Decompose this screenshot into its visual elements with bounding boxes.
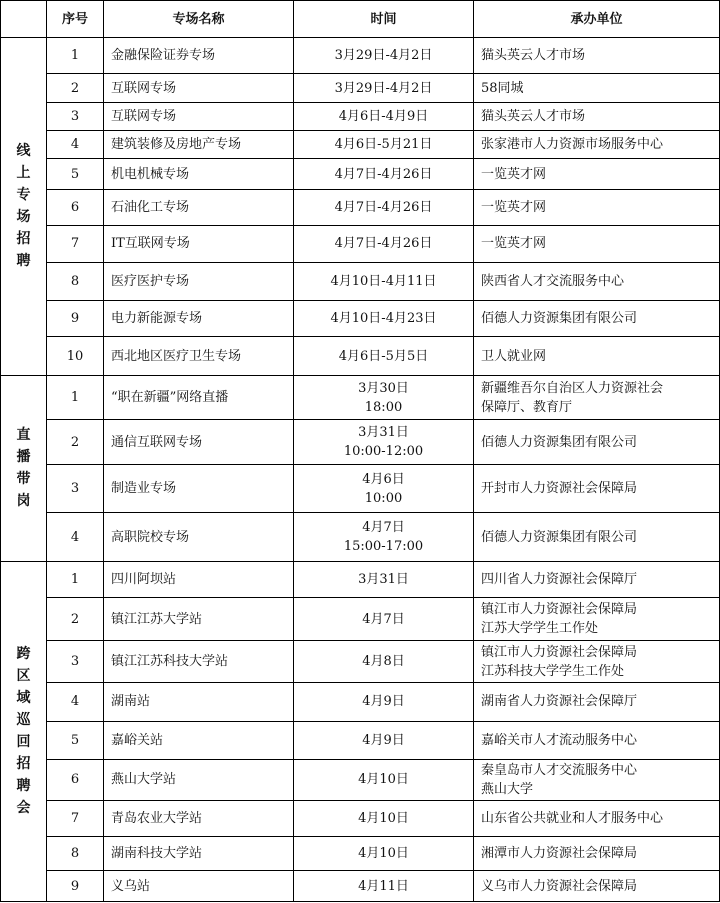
organizer (474, 337, 720, 375)
session-name: 镇江江苏科技大学站 (104, 640, 294, 682)
time-line: 4月8日 (362, 654, 405, 669)
session-name: 制造业专场 (104, 464, 294, 513)
session-name: 金融保险证券专场 (104, 38, 294, 74)
organizer-line: 一览英才网 (481, 199, 547, 215)
session-time (294, 102, 474, 130)
organizer-line: 一览英才网 (481, 166, 547, 182)
time-line: 3月30日 (358, 380, 409, 396)
row-number: 7 (47, 226, 104, 262)
table-row (1, 721, 720, 759)
section-title: 直播带岗 (16, 427, 31, 510)
session-time (294, 513, 474, 562)
time-line: 18:00 (364, 399, 403, 415)
row-number: 2 (47, 598, 104, 640)
table-row (1, 513, 720, 562)
time-line: 4月7日 (362, 520, 405, 536)
organizer-line: 山东省公共就业和人才服务中心 (481, 810, 664, 826)
organizer (474, 131, 720, 159)
organizer (474, 721, 720, 759)
session-name: 湖南站 (104, 683, 294, 721)
row-number: 8 (47, 262, 104, 300)
time-line: 4月10日 (358, 810, 409, 826)
time-line: 4月9日 (362, 732, 405, 748)
time-line: 10:00-12:00 (343, 444, 424, 460)
session-name: 西北地区医疗卫生专场 (104, 337, 294, 375)
organizer (474, 640, 720, 682)
table-row (1, 74, 720, 102)
organizer-line: 佰德人力资源集团有限公司 (481, 434, 638, 450)
section-title: 线上专场招聘 (16, 143, 31, 270)
session-time (294, 464, 474, 513)
time-line: 4月6日 (362, 471, 405, 487)
row-number: 1 (47, 38, 104, 74)
organizer-line: 秦皇岛市人才交流服务中心 (481, 762, 638, 778)
table-row (1, 337, 720, 375)
organizer-line: 湖南省人力资源社会保障厅 (481, 694, 638, 710)
time-line: 4月10日 (358, 772, 409, 788)
time-line: 3月31日 (358, 425, 409, 441)
table-row (1, 131, 720, 159)
organizer-line: 新疆维吾尔自治区人力资源社会 (481, 380, 664, 396)
row-number: 3 (47, 102, 104, 130)
row-number: 4 (47, 683, 104, 721)
session-name: 四川阿坝站 (104, 561, 294, 597)
row-number: 1 (47, 561, 104, 597)
table-row (1, 420, 720, 465)
organizer-line: 镇江市人力资源社会保障局 (481, 602, 638, 618)
table-row (1, 640, 720, 682)
table-row (1, 836, 720, 870)
table-row (1, 683, 720, 721)
session-time (294, 640, 474, 682)
organizer-line: 湘潭市人力资源社会保障局 (481, 846, 638, 862)
session-name: 燕山大学站 (104, 760, 294, 800)
organizer-line: 张家港市人力资源市场服务中心 (481, 137, 664, 153)
session-time (294, 683, 474, 721)
session-name: “职在新疆”网络直播 (104, 375, 294, 420)
session-time (294, 74, 474, 102)
organizer-line: 义乌市人力资源社会保障局 (481, 878, 638, 894)
table-row (1, 375, 720, 420)
organizer (474, 683, 720, 721)
session-time (294, 871, 474, 902)
row-number: 3 (47, 464, 104, 513)
table-row (1, 561, 720, 597)
session-time (294, 226, 474, 262)
organizer-line: 陕西省人才交流服务中心 (481, 273, 625, 289)
time-line: 4月11日 (358, 878, 409, 894)
row-number: 4 (47, 513, 104, 562)
organizer-line: 猫头英云人才市场 (481, 108, 586, 124)
organizer (474, 38, 720, 74)
table-row (1, 226, 720, 262)
table-body (1, 38, 720, 902)
time-line: 3月31日 (358, 572, 409, 588)
session-time (294, 38, 474, 74)
organizer (474, 871, 720, 902)
session-time (294, 836, 474, 870)
organizer-line: 佰德人力资源集团有限公司 (481, 311, 638, 327)
organizer-line: 一览英才网 (481, 236, 547, 252)
section-category (1, 561, 47, 901)
organizer (474, 800, 720, 836)
organizer (474, 159, 720, 189)
session-name: 医疗医护专场 (104, 262, 294, 300)
time-line: 4月6日-4月9日 (338, 108, 429, 124)
session-name: 义乌站 (104, 871, 294, 902)
row-number: 2 (47, 74, 104, 102)
session-name: 湖南科技大学站 (104, 836, 294, 870)
organizer (474, 420, 720, 465)
organizer (474, 375, 720, 420)
time-line: 4月9日 (362, 694, 405, 710)
session-time (294, 375, 474, 420)
session-time (294, 721, 474, 759)
organizer-line: 猫头英云人才市场 (481, 48, 586, 64)
table-row (1, 189, 720, 225)
organizer (474, 464, 720, 513)
session-time (294, 189, 474, 225)
time-line: 4月7日-4月26日 (334, 199, 433, 215)
time-line: 4月7日-4月26日 (334, 166, 433, 182)
row-number: 2 (47, 420, 104, 465)
organizer-line: 卫人就业网 (481, 348, 547, 364)
section-category (1, 38, 47, 376)
row-number: 5 (47, 721, 104, 759)
header-no: 序号 (47, 1, 104, 38)
section-category (1, 375, 47, 561)
header-org: 承办单位 (474, 1, 720, 38)
organizer (474, 561, 720, 597)
session-name: 电力新能源专场 (104, 300, 294, 336)
time-line: 4月10日-4月11日 (330, 273, 437, 289)
session-time (294, 300, 474, 336)
row-number: 6 (47, 189, 104, 225)
table-row (1, 800, 720, 836)
row-number: 4 (47, 131, 104, 159)
time-line: 4月7日-4月26日 (334, 236, 433, 252)
organizer-line: 佰德人力资源集团有限公司 (481, 529, 638, 545)
organizer-line: 四川省人力资源社会保障厅 (481, 572, 638, 588)
session-name: 建筑装修及房地产专场 (104, 131, 294, 159)
row-number: 6 (47, 760, 104, 800)
session-time (294, 598, 474, 640)
header-category (1, 1, 47, 38)
session-name: 通信互联网专场 (104, 420, 294, 465)
organizer (474, 189, 720, 225)
table-row (1, 871, 720, 902)
row-number: 9 (47, 300, 104, 336)
organizer-line: 58同城 (481, 80, 524, 96)
session-time (294, 800, 474, 836)
organizer-line: 燕山大学 (481, 781, 534, 797)
session-time (294, 420, 474, 465)
row-number: 7 (47, 800, 104, 836)
session-time (294, 337, 474, 375)
time-line: 4月6日-5月21日 (334, 137, 433, 153)
header-name: 专场名称 (104, 1, 294, 38)
time-line: 10:00 (364, 490, 403, 506)
session-name: 互联网专场 (104, 74, 294, 102)
time-line: 4月7日 (362, 611, 405, 627)
time-line: 4月6日-5月5日 (338, 348, 429, 364)
time-line: 15:00-17:00 (343, 539, 424, 555)
organizer (474, 836, 720, 870)
session-name: 互联网专场 (104, 102, 294, 130)
time-line: 3月29日-4月2日 (334, 48, 433, 64)
session-name: 石油化工专场 (104, 189, 294, 225)
session-time (294, 159, 474, 189)
organizer-line: 江苏大学学生工作处 (481, 621, 599, 637)
session-time (294, 760, 474, 800)
table-row (1, 598, 720, 640)
organizer-line: 开封市人力资源社会保障局 (481, 481, 638, 497)
session-name: 青岛农业大学站 (104, 800, 294, 836)
header-time: 时间 (294, 1, 474, 38)
time-line: 4月10日-4月23日 (330, 311, 437, 327)
row-number: 1 (47, 375, 104, 420)
organizer (474, 226, 720, 262)
organizer (474, 300, 720, 336)
table-row (1, 464, 720, 513)
row-number: 9 (47, 871, 104, 902)
organizer (474, 262, 720, 300)
session-name: 高职院校专场 (104, 513, 294, 562)
section-title: 跨区域巡回招聘会 (16, 646, 31, 817)
organizer (474, 760, 720, 800)
session-name: 机电机械专场 (104, 159, 294, 189)
session-name: IT互联网专场 (104, 226, 294, 262)
organizer-line: 保障厅、教育厅 (481, 399, 573, 415)
session-time (294, 262, 474, 300)
table-row (1, 159, 720, 189)
organizer (474, 513, 720, 562)
organizer (474, 74, 720, 102)
table-row (1, 102, 720, 130)
session-time (294, 131, 474, 159)
row-number: 8 (47, 836, 104, 870)
organizer-line: 江苏科技大学学生工作处 (481, 663, 625, 679)
table-row (1, 262, 720, 300)
time-line: 4月10日 (358, 846, 409, 862)
time-line: 3月29日-4月2日 (334, 80, 433, 96)
row-number: 5 (47, 159, 104, 189)
table-row (1, 760, 720, 800)
organizer (474, 598, 720, 640)
table-row (1, 38, 720, 74)
session-name: 镇江江苏大学站 (104, 598, 294, 640)
organizer-line: 镇江市人力资源社会保障局 (481, 644, 638, 660)
organizer-line: 嘉峪关市人才流动服务中心 (481, 732, 638, 748)
organizer (474, 102, 720, 130)
row-number: 10 (47, 337, 104, 375)
session-name: 嘉峪关站 (104, 721, 294, 759)
session-time (294, 561, 474, 597)
header-row (1, 1, 720, 38)
row-number: 3 (47, 640, 104, 682)
table-row (1, 300, 720, 336)
